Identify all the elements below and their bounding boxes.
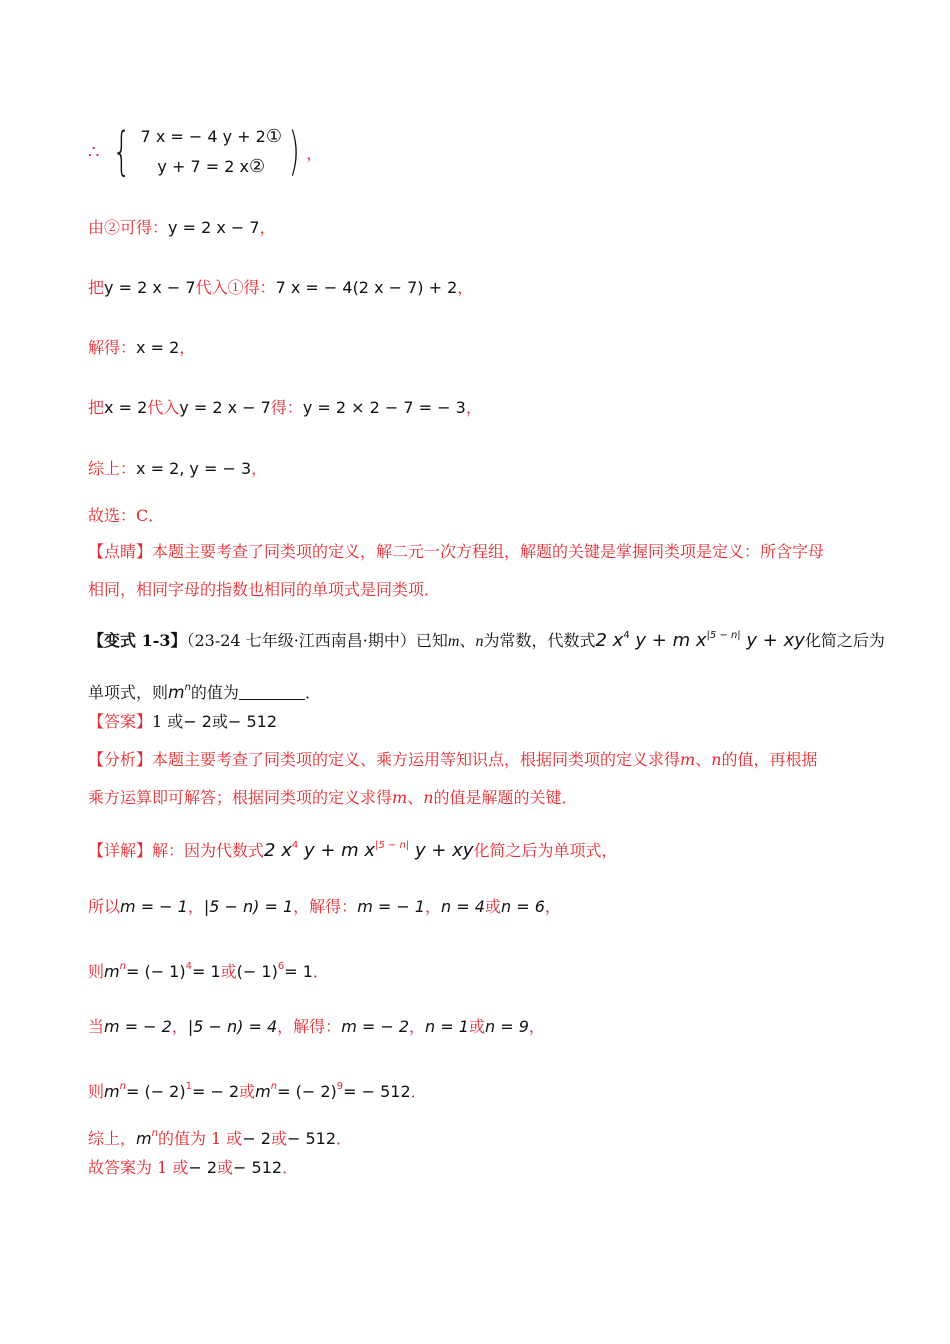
sep: 、 [459, 631, 476, 650]
var-m: m [168, 683, 185, 703]
expr: 2 x [595, 630, 624, 651]
exponent: |5 − n| [375, 840, 410, 851]
expr: 2 x [264, 840, 292, 861]
math: 7 x = − 4(2 x − 7) + 2 [275, 278, 458, 297]
answer-line [88, 711, 277, 733]
comma: ， [306, 143, 323, 163]
punct: ， [409, 1017, 426, 1036]
punct: ． [312, 962, 329, 981]
exponent: 1 [185, 1081, 192, 1092]
detail-text: 故答案为 1 或 [88, 1158, 189, 1177]
detail-line-2: 则$m^n=$ (− 1)$^4$= 1或(− 1)$^6$= 1． [88, 961, 329, 981]
math: x = 2, y = − 3 [136, 459, 252, 478]
analysis-text: 乘方运算即可解答；根据同类项的定义求得 [88, 788, 393, 807]
answer-tag: 【答案】 [88, 712, 153, 731]
dianjing-text: 相同，相同字母的指数也相同的单项式是同类项． [88, 580, 441, 599]
step-line-2 [88, 277, 473, 299]
detail-text: 所以 [88, 897, 121, 916]
detail-text: 则 [88, 962, 105, 981]
therefore-symbol: ∴ [88, 141, 100, 163]
step-label: 代入①得： [195, 278, 276, 297]
detail-text: ，解得： [293, 897, 358, 916]
question-text: 为常数，代数式 [483, 631, 596, 650]
detail-text: ，解得： [277, 1017, 342, 1036]
detail-text: 解：因为代数式 [152, 841, 265, 860]
math: n = 4 [441, 897, 485, 916]
math: (− 1) [236, 962, 278, 981]
step-label: 得： [270, 398, 303, 417]
math: = (− 2) [277, 1082, 337, 1101]
equation-2: y + 7 = 2 x [157, 157, 249, 176]
detail-line-intro [88, 835, 617, 862]
step-line-6 [88, 505, 164, 527]
math: = 1 [191, 962, 221, 981]
math: x = 2 [104, 398, 148, 417]
expr: y + xy [740, 630, 805, 651]
left-brace: { [112, 122, 132, 182]
punct: ， [179, 338, 196, 357]
step-line-4 [88, 397, 482, 419]
answer-value: − 2 [183, 712, 212, 731]
detail-line-4: 则$m^n=$ (− 2)$^1$= − 2或$m^n=$ (− 2)$^9$= − 512． [88, 1081, 427, 1101]
exponent: n [184, 682, 191, 693]
step-label: 综上： [88, 459, 137, 478]
or: 或 [484, 897, 501, 916]
punct: ． [304, 683, 321, 702]
expr: y + m x [298, 840, 376, 861]
answer-blank[interactable] [239, 683, 305, 700]
step-label: 代入 [147, 398, 180, 417]
analysis-text: 本题主要考查了同类项的定义、乘方运用等知识点，根据同类项的定义求得 [152, 750, 681, 769]
or: 或 [270, 1129, 287, 1148]
analysis-line-1: 【分析】本题主要考查了同类项的定义、乘方运用等知识点，根据同类项的定义求得m、n的值，再根据 [88, 750, 818, 769]
step-label: 把 [88, 398, 105, 417]
or: 或 [220, 962, 237, 981]
math: − 512 [287, 1129, 337, 1148]
punct: ， [457, 278, 474, 297]
exponent: 6 [277, 961, 285, 972]
math: = (− 2) [125, 1082, 186, 1101]
detail-text: 则 [88, 1082, 105, 1101]
question-text: 化简之后为 [804, 631, 885, 650]
math: = 1 [284, 962, 313, 981]
detail-text: 综上， [88, 1129, 137, 1148]
or: 或 [217, 1158, 234, 1177]
math: y = 2 x − 7 [104, 278, 196, 297]
analysis-text: 的值，再根据 [721, 750, 818, 769]
detail-text: 化简之后为单项式， [473, 841, 618, 860]
math: − 2 [242, 1129, 271, 1148]
detail-line-5: 综上，$m^n$的值为 1 或− 2或− 512． [88, 1128, 353, 1148]
or: 或 [468, 1017, 485, 1036]
punct: ， [465, 398, 482, 417]
analysis-text: 的值是解题的关键． [433, 788, 578, 807]
exponent: |5 − n| [706, 630, 741, 641]
math: m = − 1 [357, 897, 426, 916]
detail-line-3 [88, 1016, 545, 1038]
math: m = − 2 [104, 1017, 172, 1036]
expr: y + xy [409, 840, 474, 861]
dianjing-tag: 【点睛】 [88, 542, 153, 561]
math: y = 2 × 2 − 7 = − 3 [302, 398, 466, 417]
punct: ． [410, 1082, 427, 1101]
detail-text: 当 [88, 1017, 105, 1036]
math: y = 2 x − 7 [168, 218, 260, 237]
equation-system [88, 122, 322, 182]
answer-choice: 故选：C． [88, 506, 165, 525]
or: 或 [211, 712, 228, 731]
analysis-tag: 【分析】 [88, 750, 153, 769]
question-text: 的值为 [190, 683, 239, 702]
punct: ， [171, 1017, 188, 1036]
or: 或 [239, 1082, 256, 1101]
punct: ， [251, 459, 268, 478]
answer-value: 1 或 [152, 712, 184, 731]
exponent: 4 [291, 840, 299, 851]
punct: ． [336, 1129, 353, 1148]
math: = (− 1) [125, 962, 186, 981]
math: y = 2 x − 7 [179, 398, 271, 417]
step-label: 解得： [88, 338, 137, 357]
equation-rows [141, 122, 282, 182]
punct: ， [259, 218, 276, 237]
math: |5 − n) = 1 [203, 897, 294, 916]
step-line-1 [88, 217, 276, 239]
math: − 512 [233, 1158, 283, 1177]
marker-1: ① [265, 126, 282, 147]
question-line-2 [88, 677, 321, 704]
var-m: m [447, 633, 460, 650]
step-label: 把 [88, 278, 105, 297]
step-label: 由②可得： [88, 218, 169, 237]
right-paren: ) [288, 122, 300, 182]
punct: ， [544, 897, 561, 916]
exponent: 4 [185, 961, 192, 972]
step-line-5 [88, 458, 267, 480]
step-line-3 [88, 337, 195, 359]
math: − 2 [188, 1158, 218, 1177]
math: n = 9 [484, 1017, 529, 1036]
dianjing-line-1 [88, 541, 824, 563]
punct: ， [187, 897, 204, 916]
question-source: （23-24 七年级·江西南昌·期中） [186, 631, 416, 650]
exponent: 4 [623, 630, 630, 641]
equation-1: 7 x = − 4 y + 2 [140, 127, 266, 146]
expr: y + m x [629, 630, 707, 651]
math: = − 512 [343, 1082, 411, 1101]
math: = − 2 [191, 1082, 240, 1101]
math: n = 1 [425, 1017, 469, 1036]
detail-tag: 【详解】 [88, 841, 153, 860]
var-n: n [475, 633, 484, 650]
dianjing-text: 本题主要考查了同类项的定义，解二元一次方程组，解题的关键是掌握同类项是定义：所含字母 [152, 542, 825, 561]
question-tag: 【变式 1-3】 [88, 631, 187, 650]
question-line-1 [88, 625, 885, 653]
math: m = − 2 [341, 1017, 410, 1036]
question-text: 单项式，则 [88, 683, 169, 702]
math: x = 2 [136, 338, 180, 357]
detail-line-6 [88, 1157, 298, 1179]
analysis-line-2: 乘方运算即可解答；根据同类项的定义求得m、n的值是解题的关键． [88, 788, 578, 807]
detail-line-1 [88, 896, 561, 918]
question-text: 已知 [415, 631, 448, 650]
punct: ． [282, 1158, 299, 1177]
exponent: 9 [336, 1081, 344, 1092]
marker-2: ② [248, 156, 266, 177]
punct: ， [425, 897, 442, 916]
punct: ， [528, 1017, 545, 1036]
dianjing-line-2 [88, 579, 440, 601]
math: |5 − n) = 4 [187, 1017, 278, 1036]
answer-value: − 512 [227, 712, 278, 731]
detail-text: 的值为 1 或 [157, 1129, 243, 1148]
math: m = − 1 [120, 897, 188, 916]
math: n = 6 [500, 897, 545, 916]
